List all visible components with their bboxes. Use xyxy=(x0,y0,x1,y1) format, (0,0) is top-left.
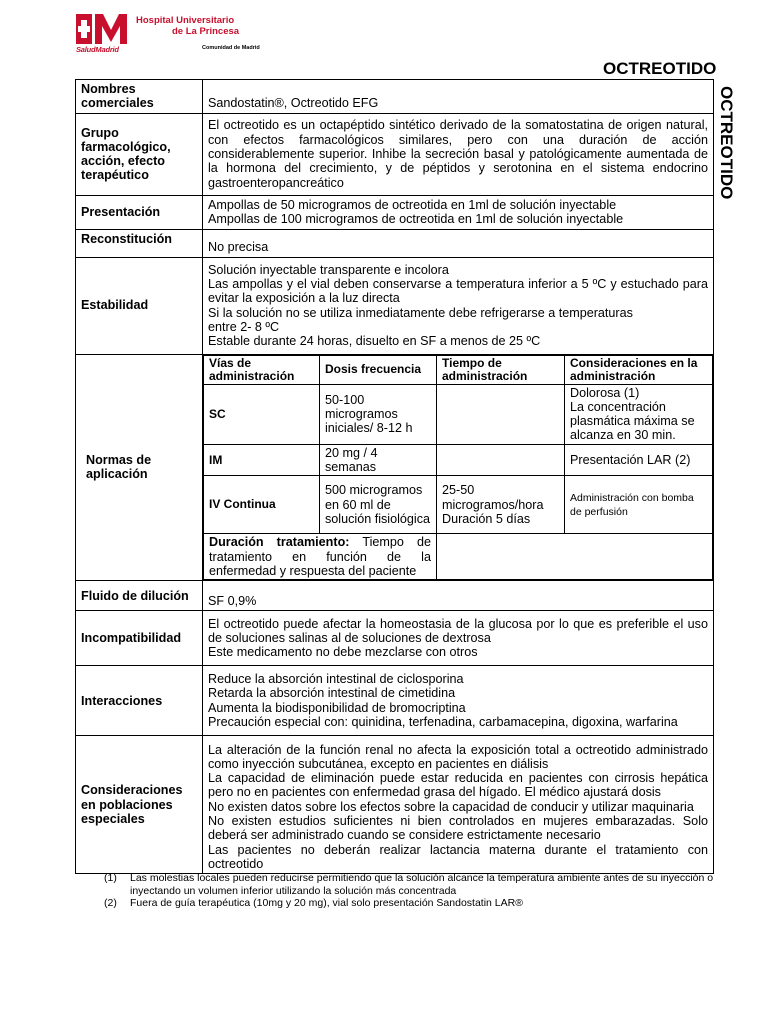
dosis-iv: 500 microgramos en 60 ml de solución fisiológica xyxy=(320,476,437,534)
row-estabilidad xyxy=(76,257,714,354)
footnote-1: (1) Las molestias locales pueden reducirse permitiendo que la solución alcance la temperatura ambiente antes de su inyección o inyectando un volumen inferior utilizando la solución más concentrada xyxy=(104,872,714,897)
footnote-2: (2) Fuera de guía terapéutica (10mg y 20 mg), vial solo presentación Sandostatin LAR® xyxy=(104,897,523,909)
value-presentacion: Ampollas de 50 microgramos de octreotida en 1ml de solución inyectable Ampollas de 100 microgramos de octreotida en 1ml de solución inyectable xyxy=(203,195,714,229)
dosis-im: 20 mg / 4 semanas xyxy=(320,444,437,476)
normas-header-row xyxy=(204,355,713,384)
drug-info-table xyxy=(75,79,714,874)
duracion-empty-cell xyxy=(437,534,713,580)
via-im: IM xyxy=(204,444,320,476)
dosis-sc: 50-100 microgramos iniciales/ 8-12 h xyxy=(320,384,437,444)
normas-row-duracion xyxy=(204,534,713,580)
row-interacciones xyxy=(76,666,714,736)
row-grupo xyxy=(76,113,714,195)
header-tiempo: Tiempo de administración xyxy=(437,355,565,384)
footnotes xyxy=(104,872,716,910)
value-fluido: SF 0,9% xyxy=(203,581,714,611)
normas-cell xyxy=(203,354,714,581)
value-grupo: El octreotido es un octapéptido sintético derivado de la somatostatina de origen natural, con efectos farmacológicos similares, pero con una duración de acción considerablemente superior. Inhibe la secreción basal y patológicamente aumentada de la hormona del crecimiento, y de péptidos y serotonina en el sistema endocrino gastroenteropancreático xyxy=(203,113,714,195)
normas-row-im xyxy=(204,444,713,476)
row-fluido xyxy=(76,581,714,611)
duracion-label: Duración tratamiento: xyxy=(209,535,350,550)
consid-im: Presentación LAR (2) xyxy=(565,444,713,476)
label-interacciones: Interacciones xyxy=(76,666,203,736)
side-title-vertical: OCTREOTIDO xyxy=(717,86,736,200)
via-iv: IV Continua xyxy=(204,476,320,534)
normas-row-iv xyxy=(204,476,713,534)
tiempo-sc xyxy=(437,384,565,444)
via-sc: SC xyxy=(204,384,320,444)
label-reconstitucion: Reconstitución xyxy=(76,229,203,257)
tiempo-iv: 25-50 microgramos/hora Duración 5 días xyxy=(437,476,565,534)
row-presentacion xyxy=(76,195,714,229)
value-interacciones: Reduce la absorción intestinal de ciclosporina Retarda la absorción intestinal de cimetidina Aumenta la biodisponibilidad de bromocriptina Precaución especial con: quinidina, terfenadina, carbamacepina, digoxina, warfarina xyxy=(203,666,714,736)
saludmadrid-logo-mark xyxy=(76,14,132,44)
label-normas: Normas de aplicación xyxy=(76,354,203,581)
label-incompatibilidad: Incompatibilidad xyxy=(76,611,203,666)
hospital-name: Hospital Universitario de La Princesa xyxy=(136,15,240,37)
label-fluido: Fluido de dilución xyxy=(76,581,203,611)
header-dosis: Dosis frecuencia xyxy=(320,355,437,384)
duracion-text: Tiempo de tratamiento en función de la enfermedad y respuesta del paciente xyxy=(209,535,431,578)
value-estabilidad: Solución inyectable transparente e incolora Las ampollas y el vial deben conservarse a temperatura inferior a 5 ºC y estuchado para evitar la exposición a la luz directa Si la solución no se utiliza inmediatamente debe refrigerarse a temperaturas entre 2- 8 ºC Estable durante 24 horas, disuelto en SF a menos de 25 ºC xyxy=(203,257,714,354)
row-nombres xyxy=(76,80,714,114)
page-title: OCTREOTIDO xyxy=(603,59,717,78)
value-incompatibilidad: El octreotido puede afectar la homeostasia de la glucosa por lo que es preferible el uso de soluciones salinas al de soluciones de dextrosa Este medicamento no debe mezclarse con otros xyxy=(203,611,714,666)
consid-sc: Dolorosa (1) La concentración plasmática máxima se alcanza en 30 min. xyxy=(565,384,713,444)
normas-subtable xyxy=(203,355,713,581)
label-presentacion: Presentación xyxy=(76,195,203,229)
tiempo-im xyxy=(437,444,565,476)
hospital-logo xyxy=(76,14,286,56)
row-incompatibilidad xyxy=(76,611,714,666)
label-nombres: Nombres comerciales xyxy=(76,80,203,114)
label-grupo: Grupo farmacológico, acción, efecto terapéutico xyxy=(76,113,203,195)
duracion-tratamiento xyxy=(204,534,437,580)
row-reconstitucion xyxy=(76,229,714,257)
comunidad-madrid-text: Comunidad de Madrid xyxy=(202,45,260,51)
row-normas xyxy=(76,354,714,581)
row-consideraciones xyxy=(76,736,714,874)
value-nombres: Sandostatin®, Octreotido EFG xyxy=(203,80,714,114)
consid-iv: Administración con bomba de perfusión xyxy=(565,476,713,534)
normas-row-sc xyxy=(204,384,713,444)
logo-brand-text: SaludMadrid xyxy=(76,45,119,54)
label-estabilidad: Estabilidad xyxy=(76,257,203,354)
value-reconstitucion: No precisa xyxy=(203,229,714,257)
value-consideraciones: La alteración de la función renal no afecta la exposición total a octreotido administrado como inyección subcutánea, excepto en pacientes en diálisis La capacidad de eliminación puede estar reducida en pacientes con cirrosis hepática pero no en pacientes con enfermedad grasa del hígado. El médico ajustará dosis No existen datos sobre los efectos sobre la capacidad de conducir y utilizar maquinaria No existen estudios suficientes ni bien controlados en mujeres embarazadas. Solo deberá ser administrado cuando se considere estrictamente necesario Las pacientes no deberán realizar lactancia materna durante el tratamiento con octreotido xyxy=(203,736,714,874)
label-consideraciones: Consideraciones en poblaciones especiales xyxy=(76,736,203,874)
header-vias: Vías de administración xyxy=(204,355,320,384)
header-consid: Consideraciones en la administración xyxy=(565,355,713,384)
